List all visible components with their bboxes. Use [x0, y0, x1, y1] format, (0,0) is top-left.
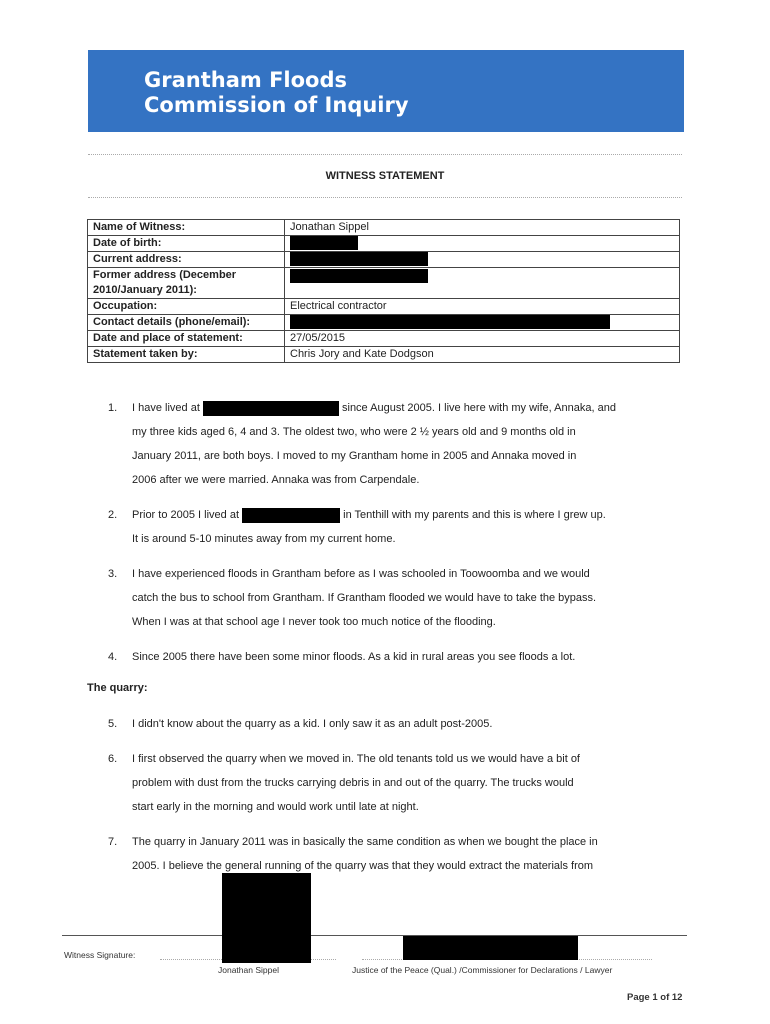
divider-bottom: [88, 197, 682, 198]
occupation-label: Occupation:: [88, 299, 285, 315]
jp-signature-redaction: [403, 936, 578, 960]
signature-divider: [62, 935, 687, 936]
table-row: [88, 299, 680, 315]
paragraph-number: 6.: [108, 753, 118, 765]
contact-label: Contact details (phone/email):: [88, 315, 285, 331]
taken-by-label: Statement taken by:: [88, 347, 285, 363]
banner-title-line2: Commission of Inquiry: [144, 93, 409, 117]
contact-value: [285, 315, 680, 331]
date-place-value: 27/05/2015: [285, 331, 680, 347]
paragraph-text: Prior to 2005 I lived at: [132, 509, 240, 521]
paragraph-number: 3.: [108, 568, 118, 580]
witness-signature-label: Witness Signature:: [64, 950, 136, 960]
paragraph-text: in Tenthill with my parents and this is where I grew up.: [343, 509, 606, 521]
paragraph-text: catch the bus to school from Grantham. If Grantham flooded we would have to take the bypass.: [132, 592, 597, 604]
redaction-block: [290, 252, 428, 266]
inquiry-banner: [88, 50, 684, 132]
paragraph-text: 2006 after we were married. Annaka was from Carpendale.: [132, 474, 420, 486]
table-row: [88, 331, 680, 347]
table-row: [88, 252, 680, 268]
paragraph-text: 2005. I believe the general running of the quarry was that they would extract the materials from: [132, 860, 594, 872]
paragraph-text: start early in the morning and would work until late at night.: [132, 801, 419, 813]
dob-label: Date of birth:: [88, 236, 285, 252]
date-place-label: Date and place of statement:: [88, 331, 285, 347]
former-address-value: [285, 268, 680, 299]
paragraph-text: When I was at that school age I never took too much notice of the flooding.: [132, 616, 496, 628]
current-address-label: Current address:: [88, 252, 285, 268]
table-row: [88, 268, 680, 299]
redaction-block: [203, 401, 339, 416]
paragraph-text: problem with dust from the trucks carrying debris in and out of the quarry. The trucks would: [132, 777, 574, 789]
paragraph-text: It is around 5-10 minutes away from my current home.: [132, 533, 396, 545]
paragraph-text: I have lived at: [132, 402, 200, 414]
table-row: [88, 236, 680, 252]
divider-top: [88, 154, 682, 155]
banner-title-line1: Grantham Floods: [144, 68, 347, 92]
occupation-value: Electrical contractor: [285, 299, 680, 315]
witness-name-caption: Jonathan Sippel: [218, 965, 279, 975]
current-address-value: [285, 252, 680, 268]
table-row: [88, 220, 680, 236]
paragraph-text: my three kids aged 6, 4 and 3. The oldest two, who were 2 ½ years old and 9 months old in: [132, 426, 576, 438]
dob-value: [285, 236, 680, 252]
name-value: Jonathan Sippel: [285, 220, 680, 236]
former-address-label: [88, 268, 285, 299]
name-label: Name of Witness:: [88, 220, 285, 236]
redaction-block: [290, 269, 428, 283]
former-address-label-line2: 2010/January 2011):: [93, 284, 197, 296]
paragraph-text: I have experienced floods in Grantham before as I was schooled in Toowoomba and we would: [132, 568, 590, 580]
paragraph-text: I didn't know about the quarry as a kid. I only saw it as an adult post-2005.: [132, 718, 493, 730]
witness-info-table: [87, 219, 680, 363]
redaction-block: [242, 508, 340, 523]
former-address-label-line1: Former address (December: [93, 269, 237, 281]
redaction-block: [290, 315, 610, 329]
jp-caption: Justice of the Peace (Qual.) /Commissioner for Declarations / Lawyer: [352, 965, 613, 975]
section-heading-quarry: The quarry:: [87, 682, 148, 694]
table-row: [88, 347, 680, 363]
paragraph-number: 5.: [108, 718, 118, 730]
paragraph-text: Since 2005 there have been some minor floods. As a kid in rural areas you see floods a lot.: [132, 651, 576, 663]
paragraph-number: 1.: [108, 402, 118, 414]
paragraph-text: January 2011, are both boys. I moved to my Grantham home in 2005 and Annaka moved in: [132, 450, 577, 462]
paragraph-number: 7.: [108, 836, 118, 848]
witness-signature-redaction: [222, 873, 311, 963]
paragraph-text: I first observed the quarry when we moved in. The old tenants told us we would have a bit of: [132, 753, 580, 765]
paragraph-number: 4.: [108, 651, 118, 663]
taken-by-value: Chris Jory and Kate Dodgson: [285, 347, 680, 363]
redaction-block: [290, 236, 358, 250]
paragraph-text: The quarry in January 2011 was in basically the same condition as when we bought the place in: [132, 836, 598, 848]
document-title: WITNESS STATEMENT: [325, 170, 445, 182]
paragraph-text: since August 2005. I live here with my wife, Annaka, and: [342, 402, 616, 414]
paragraph-number: 2.: [108, 509, 118, 521]
table-row: [88, 315, 680, 331]
page-number: Page 1 of 12: [627, 992, 683, 1003]
